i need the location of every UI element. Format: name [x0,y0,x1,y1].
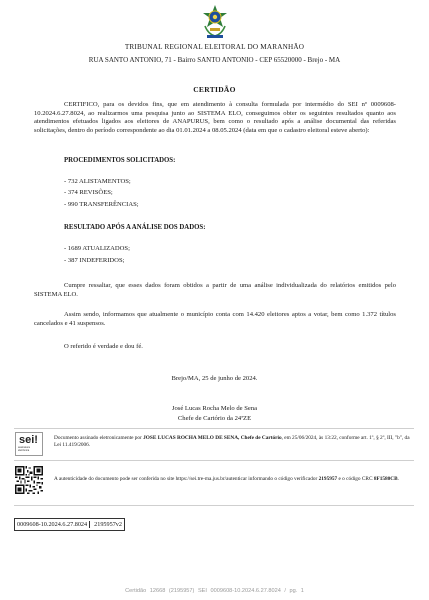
divider [14,460,414,461]
sei-logo [15,432,43,456]
document-version: 2195957v2 [94,521,122,528]
list-item: - 1689 ATUALIZADOS; [64,245,130,252]
electronic-signature-text: Documento assinado eletronicamente por JOSE LUCAS ROCHA MELO DE SENA, Chefe de Cartório, em 25/06/2024, às 13:22, conforme art. 1º, § 2º, III, "b", da Lei 11.419/2006. [54,435,410,449]
note-paragraph: Cumpre ressaltar, que esses dados foram obtidos a partir de uma análise individualizada do relatórios emitidos pelo SISTEMA ELO. [34,282,396,298]
list-item: - 990 TRANSFERÊNCIAS; [64,201,139,208]
list-item: - 732 ALISTAMENTOS; [64,178,131,185]
document-title: CERTIDÃO [193,85,236,94]
list-item: - 387 INDEFERIDOS; [64,257,125,264]
sei-logo-caption: assinatura eletrônica [18,446,30,452]
signer-role: Chefe de Cartório da 24ªZE [177,415,252,422]
closing-paragraph: O referido é verdade e dou fé. [64,343,143,350]
org-address: RUA SANTO ANTONIO, 71 - Bairro SANTO ANTONIO - CEP 65520000 - Brejo - MA [88,56,341,64]
intro-paragraph: CERTIFICO, para os devidos fins, que em atendimento à consulta formulada por intermédio do SEI nº 0009608-10.2024.6.27.8024, ao realizarmos uma pesquisa junto ao SISTEMA ELO, conseguimos obter os seguintes resultados quanto aos atendimentos efetuados ligados aos eleitores de ANAPURUS, bem como o resultado após a análise documental das referidas solicitações, dentro do período correspondente ao dia 01.01.2024 a 08.05.2024 (data em que o cadastro eleitoral esteve aberto): [34,101,396,134]
qr-code-icon [15,466,43,494]
org-name: TRIBUNAL REGIONAL ELEITORAL DO MARANHÃO [124,43,305,51]
sei-logo-text: sei! [19,434,38,446]
authenticity-text: A autenticidade do documento pode ser conferida no site https://sei.tre-ma.jus.br/autenticar informando o código verificador 2195957 e o código CRC 8F1580CB. [54,476,399,482]
reference-separator [89,521,92,528]
section-procedures-title: PROCEDIMENTOS SOLICITADOS: [64,157,176,164]
signer-bold: JOSE LUCAS ROCHA MELO DE SENA, Chefe de Cartório [143,435,282,441]
divider [14,505,414,506]
place-date: Brejo/MA, 25 de junho de 2024. [171,375,258,382]
page-footer: Certidão 12668 (2195957) SEI 0009608-10.2024.6.27.8024 / pg. 1 [125,588,304,594]
divider [14,428,414,429]
info-paragraph: Assim sendo, informamos que atualmente o município conta com 14.420 eleitores aptos a votar, bem como 1.372 títulos cancelados e 41 suspensos. [34,311,396,327]
brazil-coat-of-arms-icon [199,4,231,40]
process-number: 0009608-10.2024.6.27.8024 [17,521,88,528]
list-item: - 374 REVISÕES; [64,189,113,196]
crc-code: 8F1580CB [373,476,398,482]
document-reference-box [14,518,125,531]
signer-name: José Lucas Rocha Melo de Sena [171,405,258,412]
verifier-code: 2195957 [318,476,338,482]
section-results-title: RESULTADO APÓS A ANÁLISE DOS DADOS: [64,224,206,231]
